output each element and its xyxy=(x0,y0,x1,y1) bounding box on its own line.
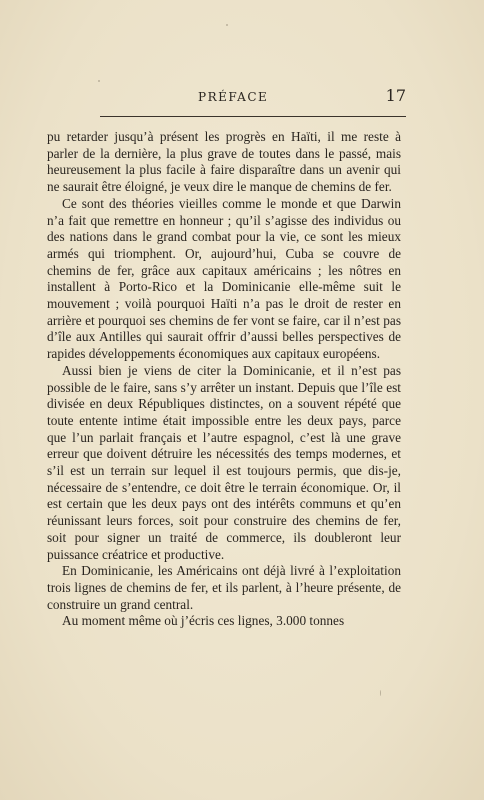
paper-speck xyxy=(226,24,228,26)
paragraph-5: Au moment même où j’écris ces lignes, 3.000 tonnes xyxy=(62,613,345,629)
paragraph-4: En Dominicanie, les Américains ont déjà livré à l’exploitation trois lignes de chemins de fer, et ils parlent, à l’heure présente, de construire un grand central. xyxy=(47,563,401,612)
paragraph-2: Ce sont des théories vieilles comme le monde et que Darwin n’a fait que remettre en honneur ; qu’il s’agisse des individus ou des nations dans le grand combat pour la vie, ce sont les mieux armés qui triomphent. Or, aujourd’hui, Cuba se couvre de chemins de fer, grâce aux capitaux américains ; les nôtres en installent à Porto-Rico et la Dominicanie elle-même suit le mouvement ; voilà pourquoi Haïti n’a pas le droit de rester en arrière et pourquoi ses chemins de fer vont se faire, car il n’est pas d’île aux Antilles qui saurait offrir d’aussi belles perspectives de rapides développements économiques aux capitaux européens. xyxy=(47,195,401,362)
paragraph-3: Aussi bien je viens de citer la Dominicanie, et il n’est pas possible de le faire, sans s’y arrêter un instant. Depuis que l’île est divisée en deux Républiques distinctes, on a souvent répété que toute entente intime était impossible entre les deux pays, parce que l’un parlait français et l’autre espagnol, c’est là une grave erreur que doivent détruire les nécessités des temps modernes, et s’il est un terrain sur lequel il est toujours permis, que dis-je, nécessaire de s’entendre, ce doit être le terrain économique. Or, il est certain que les deux pays ont des intérêts communs et qu’en réunissant leurs forces, soit pour construire des chemins de fer, soit pour signer un traité de commerce, ils doubleront leur puissance créatrice et productive. xyxy=(47,362,401,562)
paragraph-1: pu retarder jusqu’à présent les progrès en Haïti, il me reste à parler de la dernière, la plus grave de toutes dans le passé, mais heureusement la plus facile à faire disparaître dans un avenir qui ne saurait être éloigné, je veux dire le manque de chemins de fer. xyxy=(47,129,401,195)
body-text xyxy=(47,129,401,630)
paper-speck xyxy=(98,80,100,82)
paper-speck xyxy=(380,690,381,696)
header-rule xyxy=(100,116,406,117)
page-number: 17 xyxy=(385,86,406,105)
running-title: PRÉFACE xyxy=(198,90,269,104)
running-head xyxy=(100,86,406,106)
